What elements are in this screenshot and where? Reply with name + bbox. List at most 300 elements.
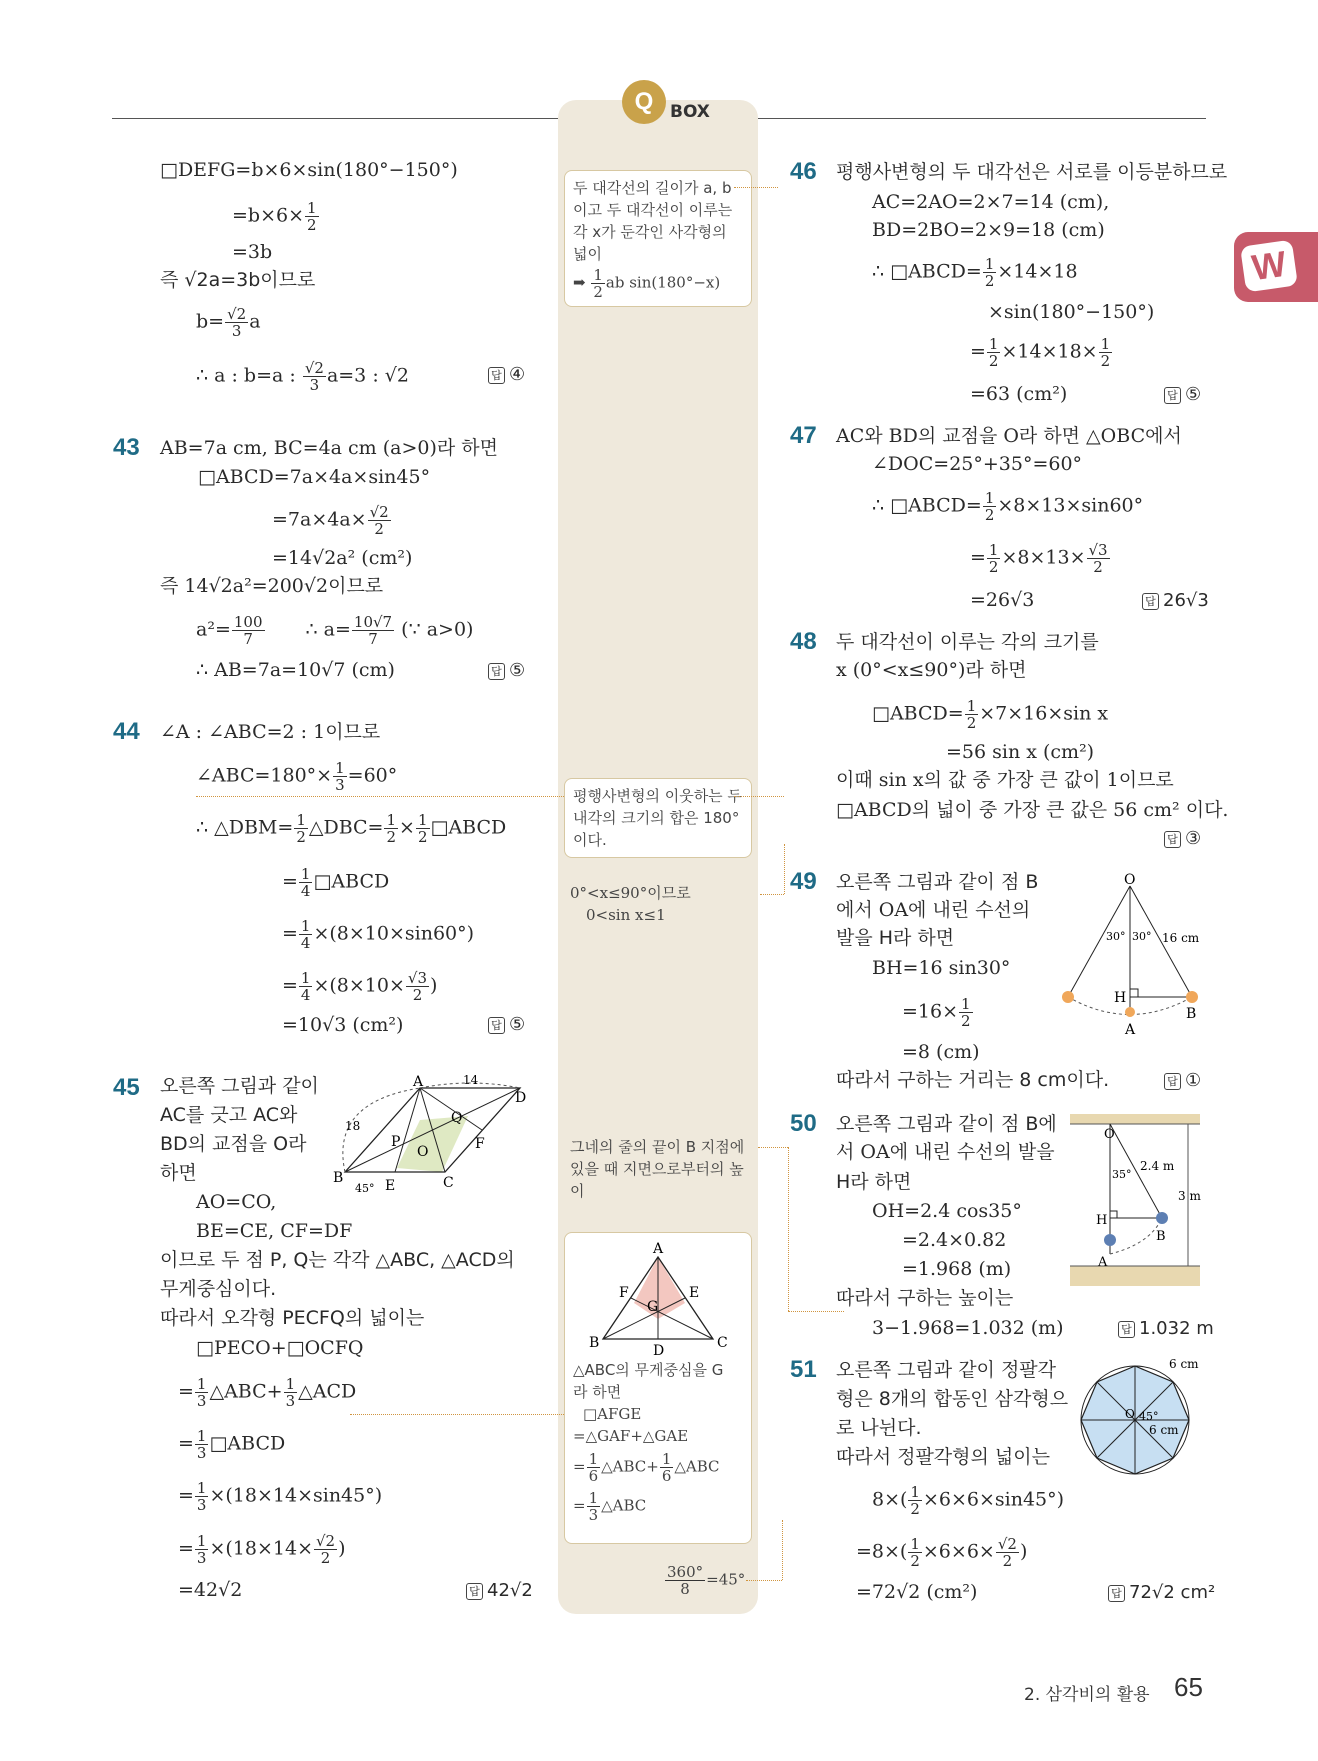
frac [299, 866, 313, 899]
p50-line4: OH=2.4 cos35° [872, 1200, 1022, 1222]
frac [406, 970, 429, 1003]
leader-50b [788, 1311, 844, 1312]
p45-l14c: ) [338, 1537, 346, 1560]
frac [987, 336, 1001, 369]
answer-icon: 답 [1142, 593, 1159, 610]
leader-50v [788, 1147, 789, 1311]
p42-line4: 즉 √2a=3b이므로 [160, 269, 316, 291]
fig50-angle: 35° [1112, 1168, 1132, 1181]
leader-51v [782, 1520, 783, 1580]
frac-den: 3 [309, 376, 320, 394]
leader-45 [350, 1414, 564, 1415]
p45-line10: □PECO+□OCFQ [196, 1337, 364, 1359]
p49-line1: 오른쪽 그림과 같이 점 B [836, 871, 1039, 893]
p45-number: 45 [113, 1074, 140, 1101]
frac-den: 2 [966, 714, 977, 732]
frac-num: 1 [386, 811, 397, 829]
p50-line5: =2.4×0.82 [902, 1229, 1007, 1251]
frac [908, 1536, 922, 1569]
frac-den: 2 [320, 1549, 331, 1567]
frac-num: 1 [300, 917, 311, 935]
frac-num: 100 [233, 613, 263, 631]
p50-number: 50 [790, 1110, 817, 1137]
fig49-length: 16 cm [1162, 931, 1200, 945]
frac [195, 1376, 209, 1409]
frac-den: 3 [285, 1392, 296, 1410]
qbox-badge: Q [622, 80, 666, 124]
frac-num: 1 [988, 541, 999, 559]
p48-number: 48 [790, 628, 817, 655]
frac-num: √3 [1088, 541, 1108, 559]
frac [1087, 542, 1110, 575]
p48-answer [1164, 828, 1201, 849]
p50-line1: 오른쪽 그림과 같이 점 B에 [836, 1113, 1057, 1135]
frac-num: 1 [1100, 335, 1111, 353]
frac [284, 1376, 298, 1409]
frac [195, 1428, 209, 1461]
fig49-b: B [1186, 1006, 1197, 1022]
fig50-length: 2.4 m [1140, 1159, 1175, 1173]
frac-num: 360° [667, 1563, 704, 1581]
p45-line12: = $\frac{1}{3}$ □ABCD [178, 1427, 286, 1462]
p43-line6 [196, 614, 473, 647]
fig45-o: O [417, 1144, 429, 1160]
octagon-figure [1075, 1358, 1210, 1478]
fig45-c: C [443, 1175, 454, 1191]
p49-number: 49 [790, 868, 817, 895]
frac-num: 1 [984, 255, 995, 273]
p47-line1: AC와 BD의 교점을 O라 하면 △OBC에서 [836, 425, 1182, 447]
frac-den: 2 [910, 1500, 920, 1518]
frac-num: 1 [417, 811, 428, 829]
ceiling [1070, 1114, 1200, 1124]
p45-l12b: □ABCD [209, 1432, 286, 1455]
frac-den: 2 [307, 216, 317, 234]
frac-num: 1 [910, 1483, 920, 1501]
p51-line2: 형은 8개의 합동인 삼각형으 [836, 1388, 1069, 1410]
p45-line2: AC를 긋고 AC와 [160, 1104, 298, 1126]
frac-num: √2 [316, 1532, 336, 1550]
fig50-b: B [1156, 1229, 1166, 1244]
p45-line6: BE=CE, CF=DF [196, 1220, 353, 1242]
frac-num: 1 [588, 1489, 599, 1507]
p47-line2: ∠DOC=25°+35°=60° [872, 453, 1083, 475]
p45-line15: =42√2 [178, 1579, 243, 1601]
frac-den: 4 [300, 986, 311, 1004]
leader-44 [196, 796, 564, 797]
leader-49 [760, 894, 784, 895]
p48-line2: x (0°<x≤90°)라 하면 [836, 659, 1027, 681]
p42-l5a: b= [196, 310, 225, 333]
note3-line6: = $\frac{1}{3}$ △ABC [573, 1489, 647, 1524]
frac-num: 1 [961, 995, 971, 1013]
p44-number: 44 [113, 718, 140, 745]
p43-line4: =14√2a² (cm²) [272, 547, 413, 569]
p42-line3: =3b [232, 241, 273, 263]
frac-num: 1 [196, 1375, 207, 1393]
p46-line3: BD=2BO=2×9=18 (cm) [872, 219, 1105, 241]
fig-centroid-d: D [653, 1343, 665, 1359]
leader-50 [758, 1147, 788, 1148]
p43-line1: AB=7a cm, BC=4a cm (a>0)라 하면 [160, 437, 498, 459]
header-rule-right [758, 118, 1206, 119]
frac-num: 1 [988, 335, 999, 353]
frac-num: 1 [588, 1450, 599, 1468]
answer-value: ③ [1185, 828, 1202, 849]
answer-icon: 답 [1164, 831, 1181, 848]
quad-shade [634, 1257, 685, 1319]
p44-line1: ∠A : ∠ABC=2 : 1이므로 [160, 721, 381, 743]
answer-value: ④ [509, 364, 526, 385]
frac-num: 1 [335, 759, 345, 777]
frac-den: 2 [374, 520, 384, 538]
frac [983, 256, 997, 289]
frac [303, 360, 326, 393]
p45-line1: 오른쪽 그림과 같이 [160, 1075, 319, 1097]
frac-num: √2 [997, 1535, 1017, 1553]
p44-l2a: ∠ABC=180°× [196, 764, 333, 787]
p42-line6 [196, 360, 409, 393]
frac-num: 10√7 [353, 613, 393, 631]
frac-den: 2 [910, 1552, 920, 1570]
fig49-angle2: 30° [1132, 930, 1152, 943]
p43-answer [488, 660, 525, 681]
note3-l5c: △ABC [674, 1457, 720, 1476]
frac [368, 504, 391, 537]
frac-den: 4 [300, 882, 311, 900]
p42-l6a: ∴ a : b=a : [196, 364, 302, 387]
p48-l3a: □ABCD= [872, 702, 964, 725]
frac-num: 1 [296, 811, 306, 829]
p50-line6: =1.968 (m) [902, 1258, 1012, 1280]
p43-l6b: ∴ a= [305, 618, 351, 641]
p42-line1: □DEFG=b×6×sin(180°−150°) [160, 159, 458, 181]
p44-l6c: ) [430, 974, 438, 997]
frac-den: 3 [231, 322, 242, 340]
frac [591, 267, 605, 300]
bob-center [1125, 1007, 1135, 1017]
p42-line5 [196, 306, 261, 339]
p44-line3: ∴ △DBM= $\frac{1}{2}$ △DBC= $\frac{1}{2}$ × $\frac{1}{2}$ □ABCD [196, 811, 507, 846]
frac [660, 1451, 674, 1484]
swing-arc [1110, 1218, 1162, 1254]
p44-l2b: =60° [347, 764, 398, 787]
fig45-d: D [515, 1090, 527, 1106]
frac [299, 918, 313, 951]
p44-answer [488, 1014, 525, 1035]
fig49-a: A [1125, 1022, 1136, 1038]
frac [987, 542, 1001, 575]
frac [384, 812, 398, 845]
fig51-angle: 45° [1139, 1410, 1159, 1423]
answer-value: ⑤ [1185, 384, 1202, 405]
frac-num: √2 [227, 305, 247, 323]
fig45-q: Q [451, 1110, 463, 1126]
fig-centroid-b: B [589, 1335, 600, 1351]
p46-line6: = $\frac{1}{2}$ ×14×18× $\frac{1}{2}$ [970, 335, 1111, 370]
p43-l3a: =7a×4a× [272, 508, 367, 531]
fig45-b: B [333, 1170, 344, 1186]
note3-l6b: △ABC [601, 1496, 647, 1515]
p45-l11c: △ACD [298, 1380, 357, 1403]
note3-line1: △ABC의 무게중심을 G [573, 1361, 724, 1379]
centroid-triangle-figure [583, 1239, 733, 1359]
frac [314, 1533, 337, 1566]
fig45-p: P [391, 1134, 401, 1150]
answer-icon: 답 [1108, 1585, 1125, 1602]
p45-line5: AO=CO, [196, 1191, 277, 1213]
p45-line7: 이므로 두 점 P, Q는 각각 △ABC, △ACD의 [160, 1249, 515, 1271]
rider-swung [1156, 1212, 1168, 1224]
frac [352, 614, 394, 647]
frac-den: 2 [417, 828, 428, 846]
fig45-f: F [475, 1136, 485, 1152]
frac-num: 1 [300, 969, 311, 987]
p51-line1: 오른쪽 그림과 같이 정팔각 [836, 1359, 1057, 1381]
leader-48 [734, 796, 784, 797]
side1-line2: 0<sin x≤1 [586, 906, 666, 924]
fig51-o: O [1125, 1407, 1135, 1421]
p47-line3 [872, 490, 1143, 523]
p51-l6c: ) [1019, 1540, 1028, 1563]
p44-l4b: □ABCD [313, 870, 390, 893]
p44-line4: = $\frac{1}{4}$ □ABCD [282, 865, 390, 900]
side1-line1: 0°<x≤90°이므로 [570, 884, 691, 902]
p44-l3c: □ABCD [430, 816, 507, 839]
p45-l13b: ×(18×14×sin45°) [209, 1484, 383, 1507]
frac-num: 1 [661, 1450, 672, 1468]
p43-number: 43 [113, 434, 140, 461]
fig51-r1: 6 cm [1169, 1358, 1199, 1371]
frac-num: 1 [984, 489, 995, 507]
pendulum-figure [1050, 872, 1210, 1042]
p51-line6 [856, 1536, 1027, 1569]
frac [908, 1484, 922, 1517]
side-note-swing-height: 그네의 줄의 끝이 B 지점에 있을 때 지면으로부터의 높이 [570, 1138, 745, 1200]
answer-icon: 답 [1164, 1073, 1181, 1090]
frac-num: 1 [196, 1427, 207, 1445]
note3-line3: □AFGE [583, 1405, 642, 1423]
p45-answer [466, 1580, 533, 1601]
p45-line8: 무게중심이다. [160, 1278, 277, 1300]
frac-den: 2 [988, 352, 999, 370]
p47-answer [1142, 590, 1209, 611]
frac-num: √3 [407, 969, 428, 987]
side-tab-icon: W [1240, 240, 1298, 293]
fig45-e: E [385, 1178, 396, 1194]
p46-l4a: ∴ □ABCD= [872, 260, 982, 283]
page-number: 65 [1174, 1672, 1203, 1702]
answer-value: ⑤ [509, 1014, 526, 1035]
frac-den: 2 [984, 506, 995, 524]
frac-num: 1 [196, 1479, 207, 1497]
frac [294, 812, 308, 845]
p44-l3a: ∴ △DBM= [196, 816, 294, 839]
frac-num: 1 [593, 266, 603, 284]
frac-den: 4 [300, 934, 311, 952]
p43-l6a: a²= [196, 618, 231, 641]
frac-den: 2 [984, 272, 995, 290]
p50-line7: 따라서 구하는 높이는 [836, 1287, 1014, 1309]
frac [232, 614, 265, 647]
header-rule-left [112, 118, 558, 119]
fig45-angle: 45° [355, 1182, 375, 1195]
frac [587, 1490, 601, 1523]
fig45-side14: 14 [463, 1073, 479, 1087]
answer-value: 42√2 [487, 1580, 533, 1601]
fig50-o: O [1104, 1127, 1115, 1142]
p46-l6b: ×14×18× [1001, 340, 1098, 363]
frac-den: 3 [196, 1392, 207, 1410]
p45-line14: = $\frac{1}{3}$ ×(18×14× $\frac{√2}{2}$ ) [178, 1532, 346, 1567]
answer-value: ① [1185, 1070, 1202, 1091]
frac [305, 200, 319, 233]
p44-line6: = $\frac{1}{4}$ ×(8×10× $\frac{√3}{2}$ ) [282, 969, 438, 1004]
p50-answer [1118, 1318, 1214, 1339]
frac-den: 2 [593, 283, 603, 301]
frac-den: 8 [680, 1580, 690, 1598]
fig49-angle1: 30° [1106, 930, 1126, 943]
bob-right [1186, 991, 1198, 1003]
frac-den: 3 [335, 776, 345, 794]
side-note-sin-range [570, 882, 691, 926]
p48-line4: =56 sin x (cm²) [946, 741, 1095, 763]
p51-answer [1108, 1582, 1215, 1603]
p47-line4: = $\frac{1}{2}$ ×8×13× $\frac{√3}{2}$ [970, 541, 1108, 576]
frac-num: 1 [307, 199, 317, 217]
note1-text: 두 대각선의 길이가 a, b이고 두 대각선이 이루는 각 x가 둔각인 사각형의 넓이 [573, 179, 733, 263]
frac-num: 1 [300, 865, 311, 883]
p45-line3: BD의 교점을 O라 [160, 1133, 307, 1155]
frac [225, 306, 248, 339]
frac [333, 760, 347, 793]
note1-formula: ab sin(180°−x) [605, 273, 721, 292]
fig51-r2: 6 cm [1149, 1423, 1179, 1437]
p44-l6b: ×(8×10× [313, 974, 405, 997]
side3-value: =45° [706, 1570, 746, 1589]
p48-l3b: ×7×16×sin x [979, 702, 1109, 725]
p46-line4 [872, 256, 1078, 289]
bob-left [1062, 991, 1074, 1003]
p47-l3b: ×8×13×sin60° [997, 494, 1144, 517]
answer-value: 72√2 cm² [1129, 1582, 1216, 1603]
frac-den: 2 [412, 986, 423, 1004]
p46-line5: ×sin(180°−150°) [988, 301, 1155, 323]
fig45-a: A [413, 1074, 424, 1090]
note3-line4: =△GAF+△GAE [573, 1427, 689, 1445]
p46-line2: AC=2AO=2×7=14 (cm), [872, 191, 1110, 213]
frac [587, 1451, 601, 1484]
frac-den: 6 [661, 1467, 672, 1485]
frac [416, 812, 430, 845]
p51-number: 51 [790, 1356, 817, 1383]
fig50-height: 3 m [1178, 1189, 1201, 1203]
answer-value: 1.032 m [1139, 1318, 1214, 1339]
frac-den: 3 [588, 1506, 599, 1524]
p48-line5: 이때 sin x의 값 중 가장 큰 값이 1이므로 [836, 769, 1174, 791]
right-angle-mark [1110, 1211, 1117, 1218]
fig-centroid-a: A [653, 1241, 664, 1257]
note-centroid [564, 1232, 752, 1544]
p43-line2: □ABCD=7a×4a×sin45° [198, 466, 431, 488]
note3-l5b: △ABC+ [601, 1457, 659, 1476]
chapter-label: 2. 삼각비의 활용 [1024, 1685, 1150, 1705]
frac-den: 6 [588, 1467, 599, 1485]
frac [665, 1564, 705, 1597]
fig50-a: A [1098, 1255, 1108, 1270]
p43-line3 [272, 504, 392, 537]
p49-answer [1164, 1070, 1201, 1091]
frac-den: 7 [368, 630, 378, 648]
frac-den: 3 [196, 1444, 207, 1462]
note3-line2: 라 하면 [573, 1383, 622, 1401]
p49-line5 [902, 996, 974, 1029]
answer-value: 26√3 [1163, 590, 1209, 611]
frac-den: 2 [1093, 558, 1103, 576]
frac-den: 2 [386, 828, 397, 846]
p42-answer [488, 364, 525, 385]
p47-line5: =26√3 [970, 589, 1035, 611]
fig-centroid-e: E [689, 1285, 700, 1301]
p49-line3: 발을 H라 하면 [836, 927, 955, 949]
p51-l5a: 8×( [872, 1488, 908, 1511]
p45-l11b: △ABC+ [209, 1380, 283, 1403]
leader-49v [784, 844, 785, 894]
frac [996, 1536, 1019, 1569]
p46-answer [1164, 384, 1201, 405]
p45-l14b: ×(18×14× [209, 1537, 313, 1560]
p48-line6: □ABCD의 넓이 중 가장 큰 값은 56 cm² 이다. [836, 799, 1229, 821]
frac [195, 1480, 209, 1513]
fig-centroid-f: F [619, 1285, 629, 1301]
frac [965, 698, 979, 731]
p44-l5b: ×(8×10×sin60°) [313, 922, 475, 945]
note3-line5: = $\frac{1}{6}$ △ABC+ $\frac{1}{6}$ △ABC [573, 1450, 720, 1485]
frac-num: √2 [369, 503, 389, 521]
p46-line1: 평행사변형의 두 대각선은 서로를 이등분하므로 [836, 161, 1228, 183]
frac-num: √2 [304, 359, 324, 377]
answer-icon: 답 [466, 1583, 483, 1600]
p43-line7: ∴ AB=7a=10√7 (cm) [196, 659, 395, 681]
p48-line1: 두 대각선이 이루는 각의 크기를 [836, 631, 1099, 653]
p44-line7: =10√3 (cm²) [282, 1014, 404, 1036]
p51-l6b: ×6×6× [922, 1540, 995, 1563]
p49-l5a: =16× [902, 1000, 959, 1023]
p49-line7: 따라서 구하는 거리는 8 cm이다. [836, 1069, 1110, 1091]
p42-line2 [232, 200, 320, 233]
p47-l4b: ×8×13× [1001, 546, 1086, 569]
note-diagonal-area [564, 170, 752, 307]
p43-l6c: (∵ a>0) [401, 618, 474, 641]
fig-centroid-c: C [717, 1335, 728, 1351]
p51-l5b: ×6×6×sin45°) [922, 1488, 1065, 1511]
frac-den: 2 [1002, 1552, 1013, 1570]
note-adjacent-angles: 평행사변형의 이웃하는 두 내각의 크기의 합은 180°이다. [564, 778, 752, 858]
p42-l2a: =b×6× [232, 204, 305, 227]
answer-icon: 답 [1118, 1321, 1135, 1338]
frac [983, 490, 997, 523]
answer-icon: 답 [488, 1017, 505, 1034]
frac-num: 1 [285, 1375, 296, 1393]
frac-den: 2 [961, 1012, 971, 1030]
ground [1070, 1266, 1200, 1286]
p45-line4: 하면 [160, 1162, 197, 1184]
p42-l6b: a=3 : √2 [326, 364, 409, 387]
frac-den: 3 [196, 1496, 207, 1514]
rider-rest [1104, 1234, 1116, 1246]
p46-l4b: ×14×18 [997, 260, 1078, 283]
p47-l3a: ∴ □ABCD= [872, 494, 982, 517]
